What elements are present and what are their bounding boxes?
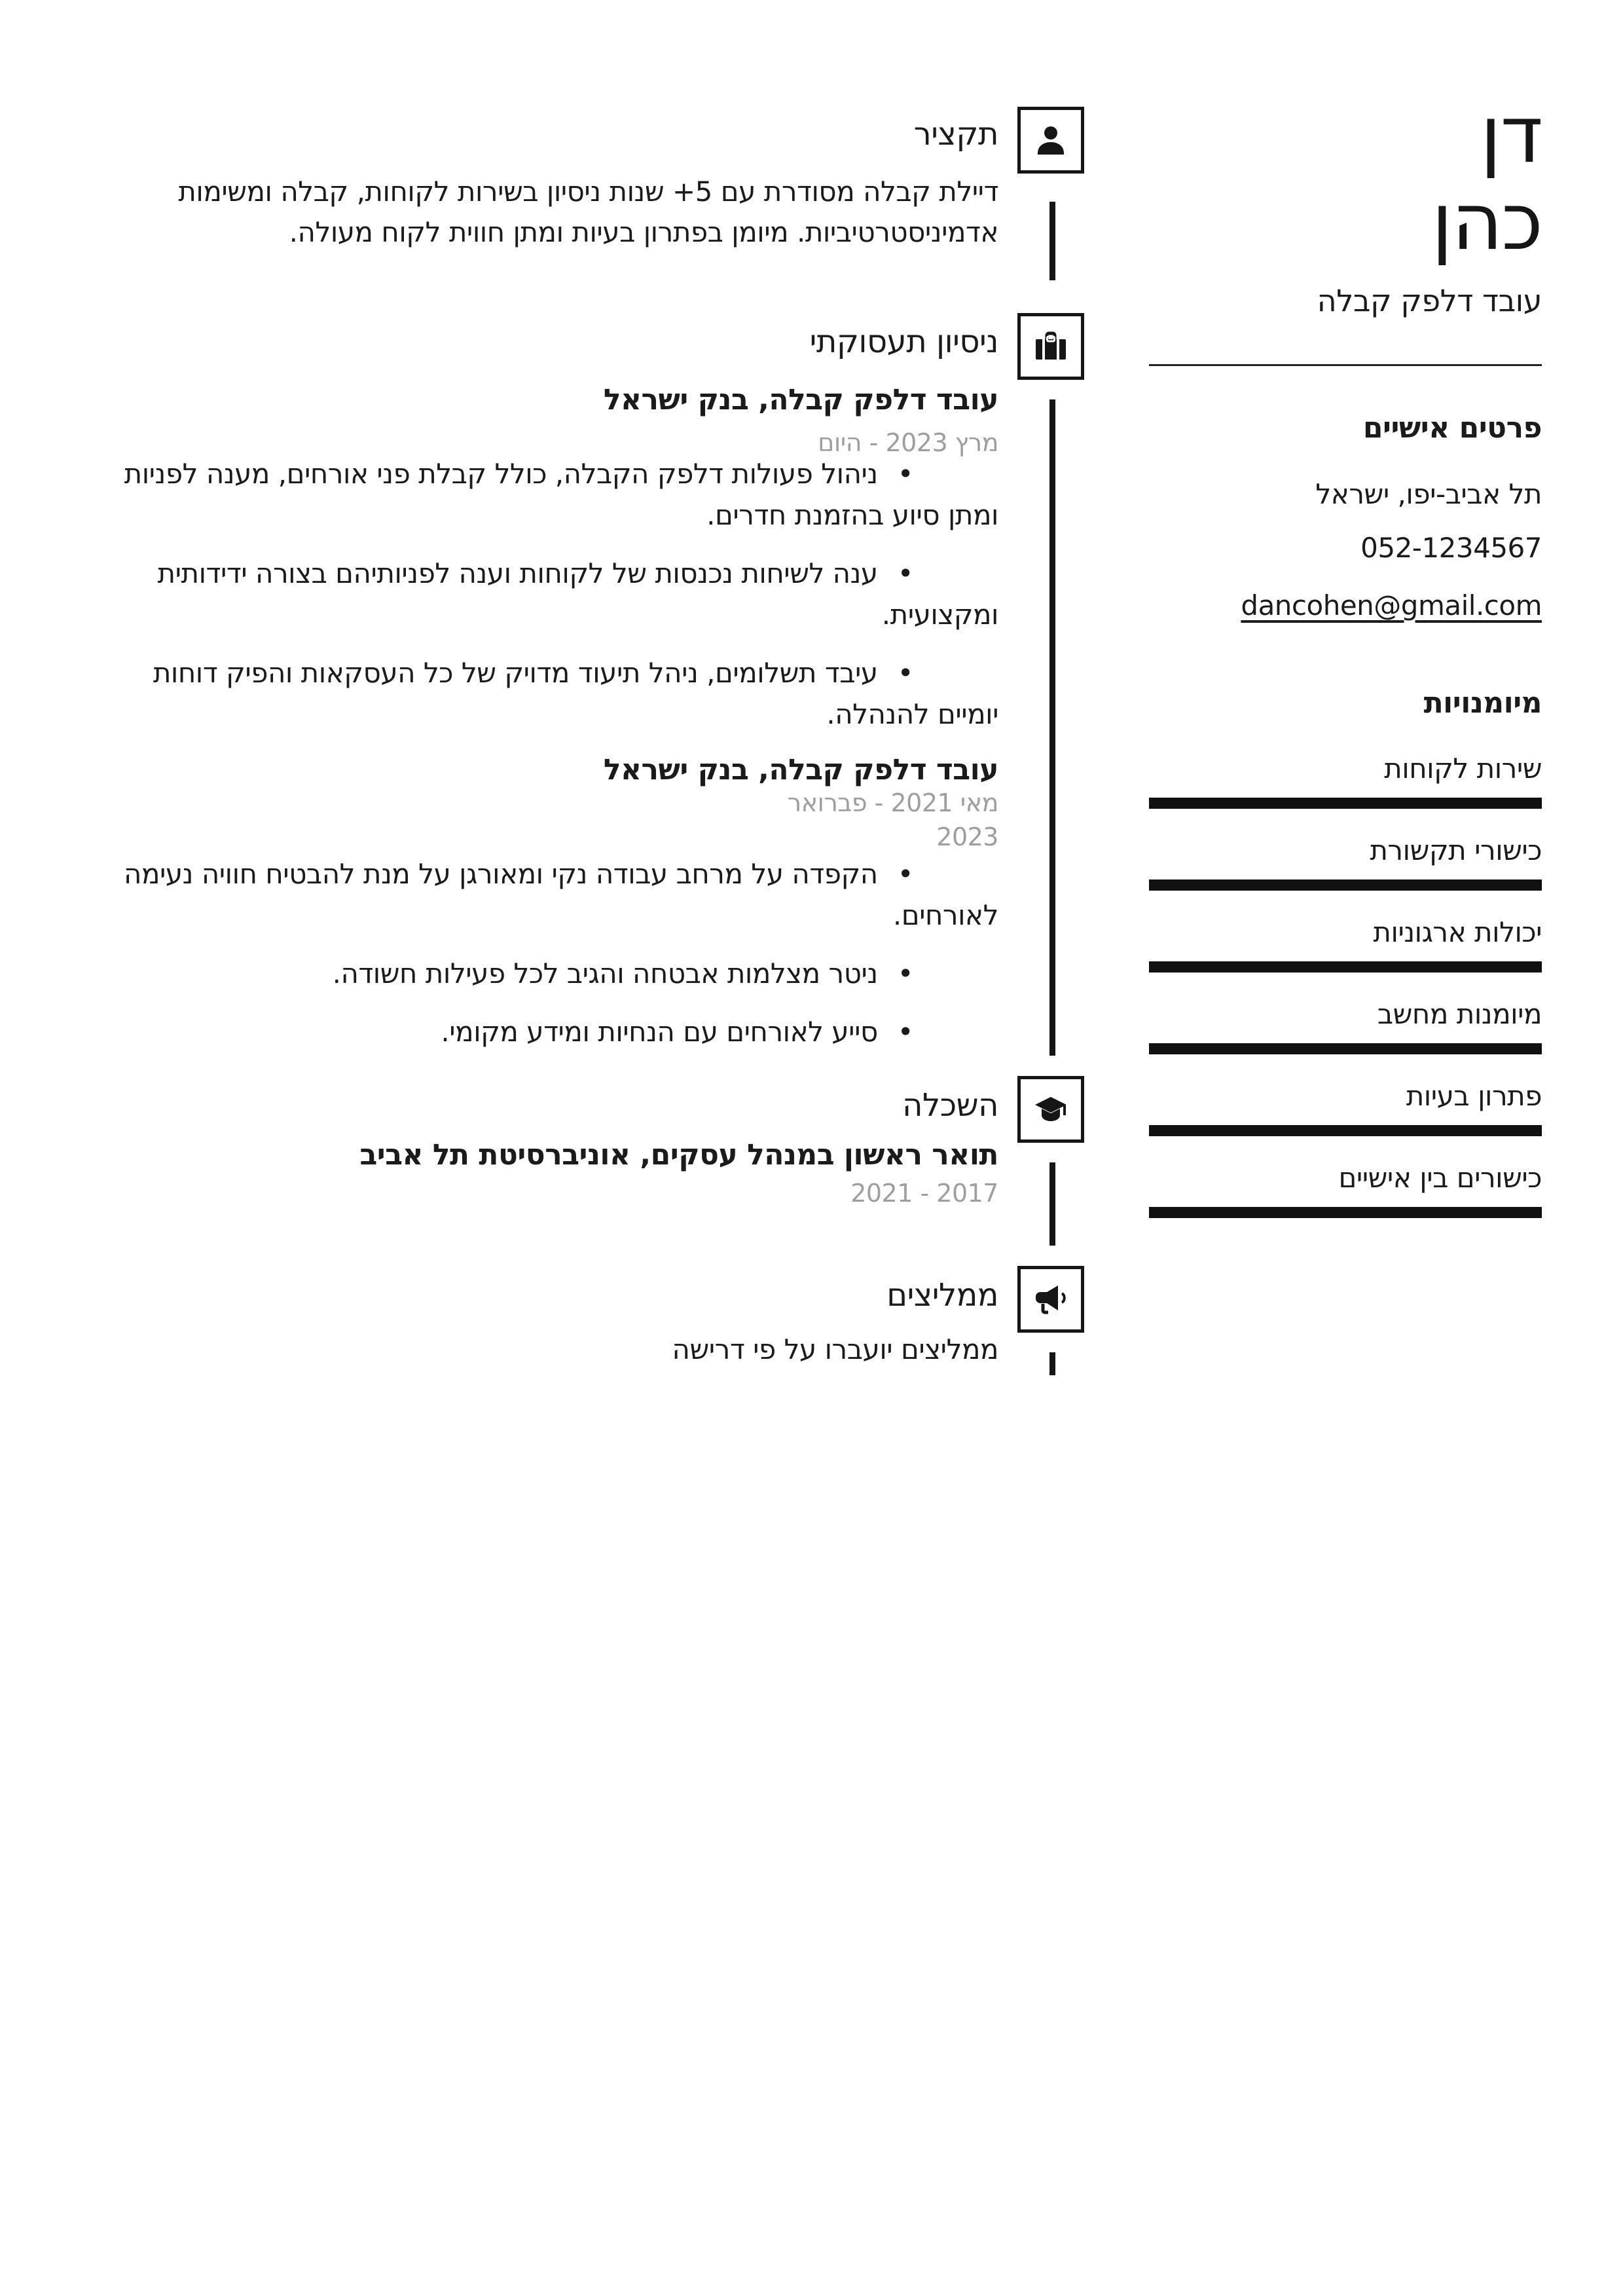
job-title: עובד דלפק קבלה, בנק ישראל xyxy=(603,753,998,787)
person-icon xyxy=(1033,122,1068,158)
job-bullet-list xyxy=(98,453,998,752)
name-block xyxy=(1149,92,1542,266)
megaphone-icon xyxy=(1033,1282,1068,1317)
experience-heading: ניסיון תעסוקתי xyxy=(809,324,998,360)
skill-label: שירות לקוחות xyxy=(1384,752,1542,785)
skill-level-bar xyxy=(1149,798,1542,809)
job-period: מרץ 2023 - היום xyxy=(818,428,998,457)
references-icon-box xyxy=(1017,1266,1084,1333)
last-name: כהן xyxy=(1431,177,1542,268)
skills-heading: מיומנויות xyxy=(1423,686,1542,720)
job-bullet: • ניהול פעולות דלפק הקבלה, כולל קבלת פני אורחים, מענה לפניות ומתן סיוע בהזמנת חדרים. xyxy=(98,453,998,536)
timeline-segment xyxy=(1049,1352,1055,1375)
skill-level-bar xyxy=(1149,880,1542,891)
skill-label: כישורים בין אישיים xyxy=(1338,1162,1542,1194)
main-column xyxy=(98,0,998,2296)
skill-level-bar xyxy=(1149,961,1542,972)
job-bullet-list xyxy=(98,853,998,1069)
skill-label: כישורי תקשורת xyxy=(1370,834,1542,866)
experience-icon-box xyxy=(1017,313,1084,380)
timeline-segment xyxy=(1049,202,1055,280)
skill-item xyxy=(1149,914,1542,972)
education-degree: תואר ראשון במנהל עסקים, אוניברסיטת תל אביב xyxy=(359,1138,998,1172)
job-bullet: • ענה לשיחות נכנסות של לקוחות וענה לפניותיהם בצורה ידידותית ומקצועית. xyxy=(98,553,998,635)
email-link[interactable]: dancohen@gmail.com xyxy=(1241,589,1542,621)
skill-level-bar xyxy=(1149,1125,1542,1136)
summary-text: דיילת קבלה מסודרת עם 5+ שנות ניסיון בשירות לקוחות, קבלה ומשימות אדמיניסטרטיביות. מיומן בפתרון בעיות ומתן חווית לקוח מעולה. xyxy=(178,176,998,248)
graduation-cap-icon xyxy=(1033,1092,1068,1127)
skill-item xyxy=(1149,750,1542,809)
first-name: דן xyxy=(1480,90,1542,181)
timeline-segment xyxy=(1049,1162,1055,1246)
education-heading: השכלה xyxy=(902,1087,998,1124)
timeline-segment xyxy=(1049,399,1055,1056)
phone-text: 052-1234567 xyxy=(1360,532,1542,564)
education-icon-box xyxy=(1017,1076,1084,1143)
job-title: עובד דלפק קבלה, בנק ישראל xyxy=(603,383,998,417)
skill-label: יכולות ארגוניות xyxy=(1373,916,1542,948)
skill-item xyxy=(1149,1078,1542,1136)
job-period: מאי 2021 - פברואר 2023 xyxy=(787,788,998,851)
email-row xyxy=(1149,588,1542,623)
skill-label: מיומנות מחשב xyxy=(1377,998,1542,1030)
skill-item xyxy=(1149,996,1542,1054)
summary-heading: תקציר xyxy=(913,116,998,153)
skill-level-bar xyxy=(1149,1043,1542,1054)
references-text: ממליצים יועברו על פי דרישה xyxy=(672,1333,998,1365)
skill-label: פתרון בעיות xyxy=(1406,1080,1542,1112)
divider xyxy=(1149,364,1542,366)
job-bullet: • הקפדה על מרחב עבודה נקי ומאורגן על מנת להבטיח חוויה נעימה לאורחים. xyxy=(98,853,998,936)
briefcase-icon xyxy=(1033,329,1068,364)
job-bullet: • סייע לאורחים עם הנחיות ומידע מקומי. xyxy=(98,1011,998,1052)
job-bullet: • עיבד תשלומים, ניהל תיעוד מדויק של כל העסקאות והפיק דוחות יומיים להנהלה. xyxy=(98,652,998,735)
job-bullet: • ניטר מצלמות אבטחה והגיב לכל פעילות חשודה. xyxy=(98,953,998,994)
personal-details-heading: פרטים אישיים xyxy=(1362,411,1542,445)
education-period: 2017 - 2021 xyxy=(850,1179,998,1208)
skills-list xyxy=(1149,750,1542,1218)
location-text: תל אביב-יפו, ישראל xyxy=(1315,478,1542,510)
skill-level-bar xyxy=(1149,1207,1542,1218)
role-subtitle: עובד דלפק קבלה xyxy=(1317,283,1542,318)
skill-item xyxy=(1149,832,1542,891)
skill-item xyxy=(1149,1160,1542,1218)
summary-icon-box xyxy=(1017,107,1084,174)
references-heading: ממליצים xyxy=(886,1277,998,1314)
